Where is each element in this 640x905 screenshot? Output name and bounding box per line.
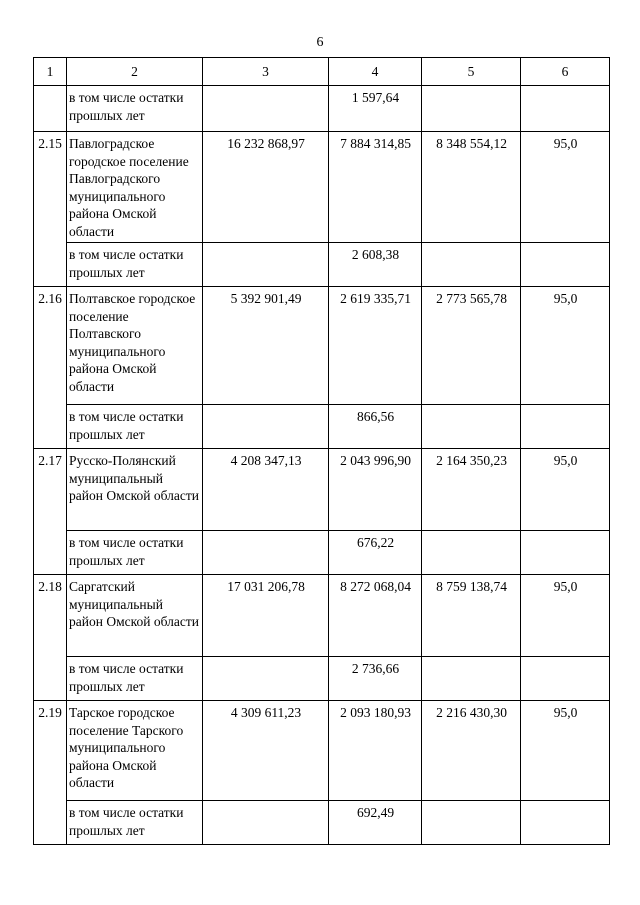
empty-cell (422, 531, 521, 575)
table-row-sub (34, 86, 610, 132)
header-col-1: 1 (34, 58, 67, 86)
value-col-5: 2 164 350,23 (422, 449, 521, 531)
value-col-4: 8 272 068,04 (329, 575, 422, 657)
table-row (34, 701, 610, 801)
value-col-5: 8 759 138,74 (422, 575, 521, 657)
table-row (34, 449, 610, 531)
sub-label: в том числе остатки прошлых лет (67, 801, 203, 845)
row-number: 2.17 (34, 449, 67, 575)
value-col-5: 2 216 430,30 (422, 701, 521, 801)
value-col-4: 7 884 314,85 (329, 132, 422, 243)
value-col-6: 95,0 (521, 287, 610, 405)
table-row-sub (34, 405, 610, 449)
empty-cell (521, 801, 610, 845)
value-col-3: 16 232 868,97 (203, 132, 329, 243)
empty-cell (521, 86, 610, 132)
empty-cell (203, 531, 329, 575)
empty-cell (521, 243, 610, 287)
value-col-5: 2 773 565,78 (422, 287, 521, 405)
value-col-6: 95,0 (521, 449, 610, 531)
value-col-4: 2 043 996,90 (329, 449, 422, 531)
value-col-6: 95,0 (521, 575, 610, 657)
value-col-4: 2 619 335,71 (329, 287, 422, 405)
sub-label: в том числе остатки прошлых лет (67, 86, 203, 132)
recipient-name: Саргатский муниципальный район Омской области (67, 575, 203, 657)
row-number: 2.16 (34, 287, 67, 449)
header-col-4: 4 (329, 58, 422, 86)
header-col-6: 6 (521, 58, 610, 86)
empty-cell (422, 405, 521, 449)
budget-table (33, 57, 610, 845)
sub-label: в том числе остатки прошлых лет (67, 657, 203, 701)
sub-value: 2 608,38 (329, 243, 422, 287)
empty-cell (203, 405, 329, 449)
sub-label: в том числе остатки прошлых лет (67, 405, 203, 449)
row-number: 2.19 (34, 701, 67, 845)
sub-value: 1 597,64 (329, 86, 422, 132)
value-col-6: 95,0 (521, 132, 610, 243)
table-row (34, 287, 610, 405)
empty-cell (203, 657, 329, 701)
table-row-sub (34, 243, 610, 287)
value-col-3: 17 031 206,78 (203, 575, 329, 657)
header-col-5: 5 (422, 58, 521, 86)
recipient-name: Русско-Полянский муниципальный район Омской области (67, 449, 203, 531)
sub-label: в том числе остатки прошлых лет (67, 531, 203, 575)
value-col-3: 4 208 347,13 (203, 449, 329, 531)
sub-value: 692,49 (329, 801, 422, 845)
value-col-6: 95,0 (521, 701, 610, 801)
table-row-sub (34, 531, 610, 575)
table-header-row (34, 58, 610, 86)
empty-cell (521, 405, 610, 449)
header-col-2: 2 (67, 58, 203, 86)
recipient-name: Тарское городское поселение Тарского муниципального района Омской области (67, 701, 203, 801)
header-col-3: 3 (203, 58, 329, 86)
empty-cell (422, 86, 521, 132)
value-col-3: 5 392 901,49 (203, 287, 329, 405)
table-row-sub (34, 801, 610, 845)
empty-cell (422, 801, 521, 845)
empty-cell (203, 86, 329, 132)
empty-cell (521, 531, 610, 575)
table-row (34, 132, 610, 243)
value-col-5: 8 348 554,12 (422, 132, 521, 243)
recipient-name: Полтавское городское поселение Полтавского муниципального района Омской области (67, 287, 203, 405)
value-col-4: 2 093 180,93 (329, 701, 422, 801)
row-number: 2.15 (34, 132, 67, 287)
empty-cell (203, 801, 329, 845)
row-number: 2.18 (34, 575, 67, 701)
recipient-name: Павлоградское городское поселение Павлоградского муниципального района Омской области (67, 132, 203, 243)
sub-label: в том числе остатки прошлых лет (67, 243, 203, 287)
table-row (34, 575, 610, 657)
page-number: 6 (316, 35, 324, 50)
table-row-sub (34, 657, 610, 701)
empty-cell (34, 86, 67, 132)
empty-cell (203, 243, 329, 287)
empty-cell (422, 243, 521, 287)
sub-value: 676,22 (329, 531, 422, 575)
value-col-3: 4 309 611,23 (203, 701, 329, 801)
empty-cell (422, 657, 521, 701)
sub-value: 866,56 (329, 405, 422, 449)
empty-cell (521, 657, 610, 701)
sub-value: 2 736,66 (329, 657, 422, 701)
